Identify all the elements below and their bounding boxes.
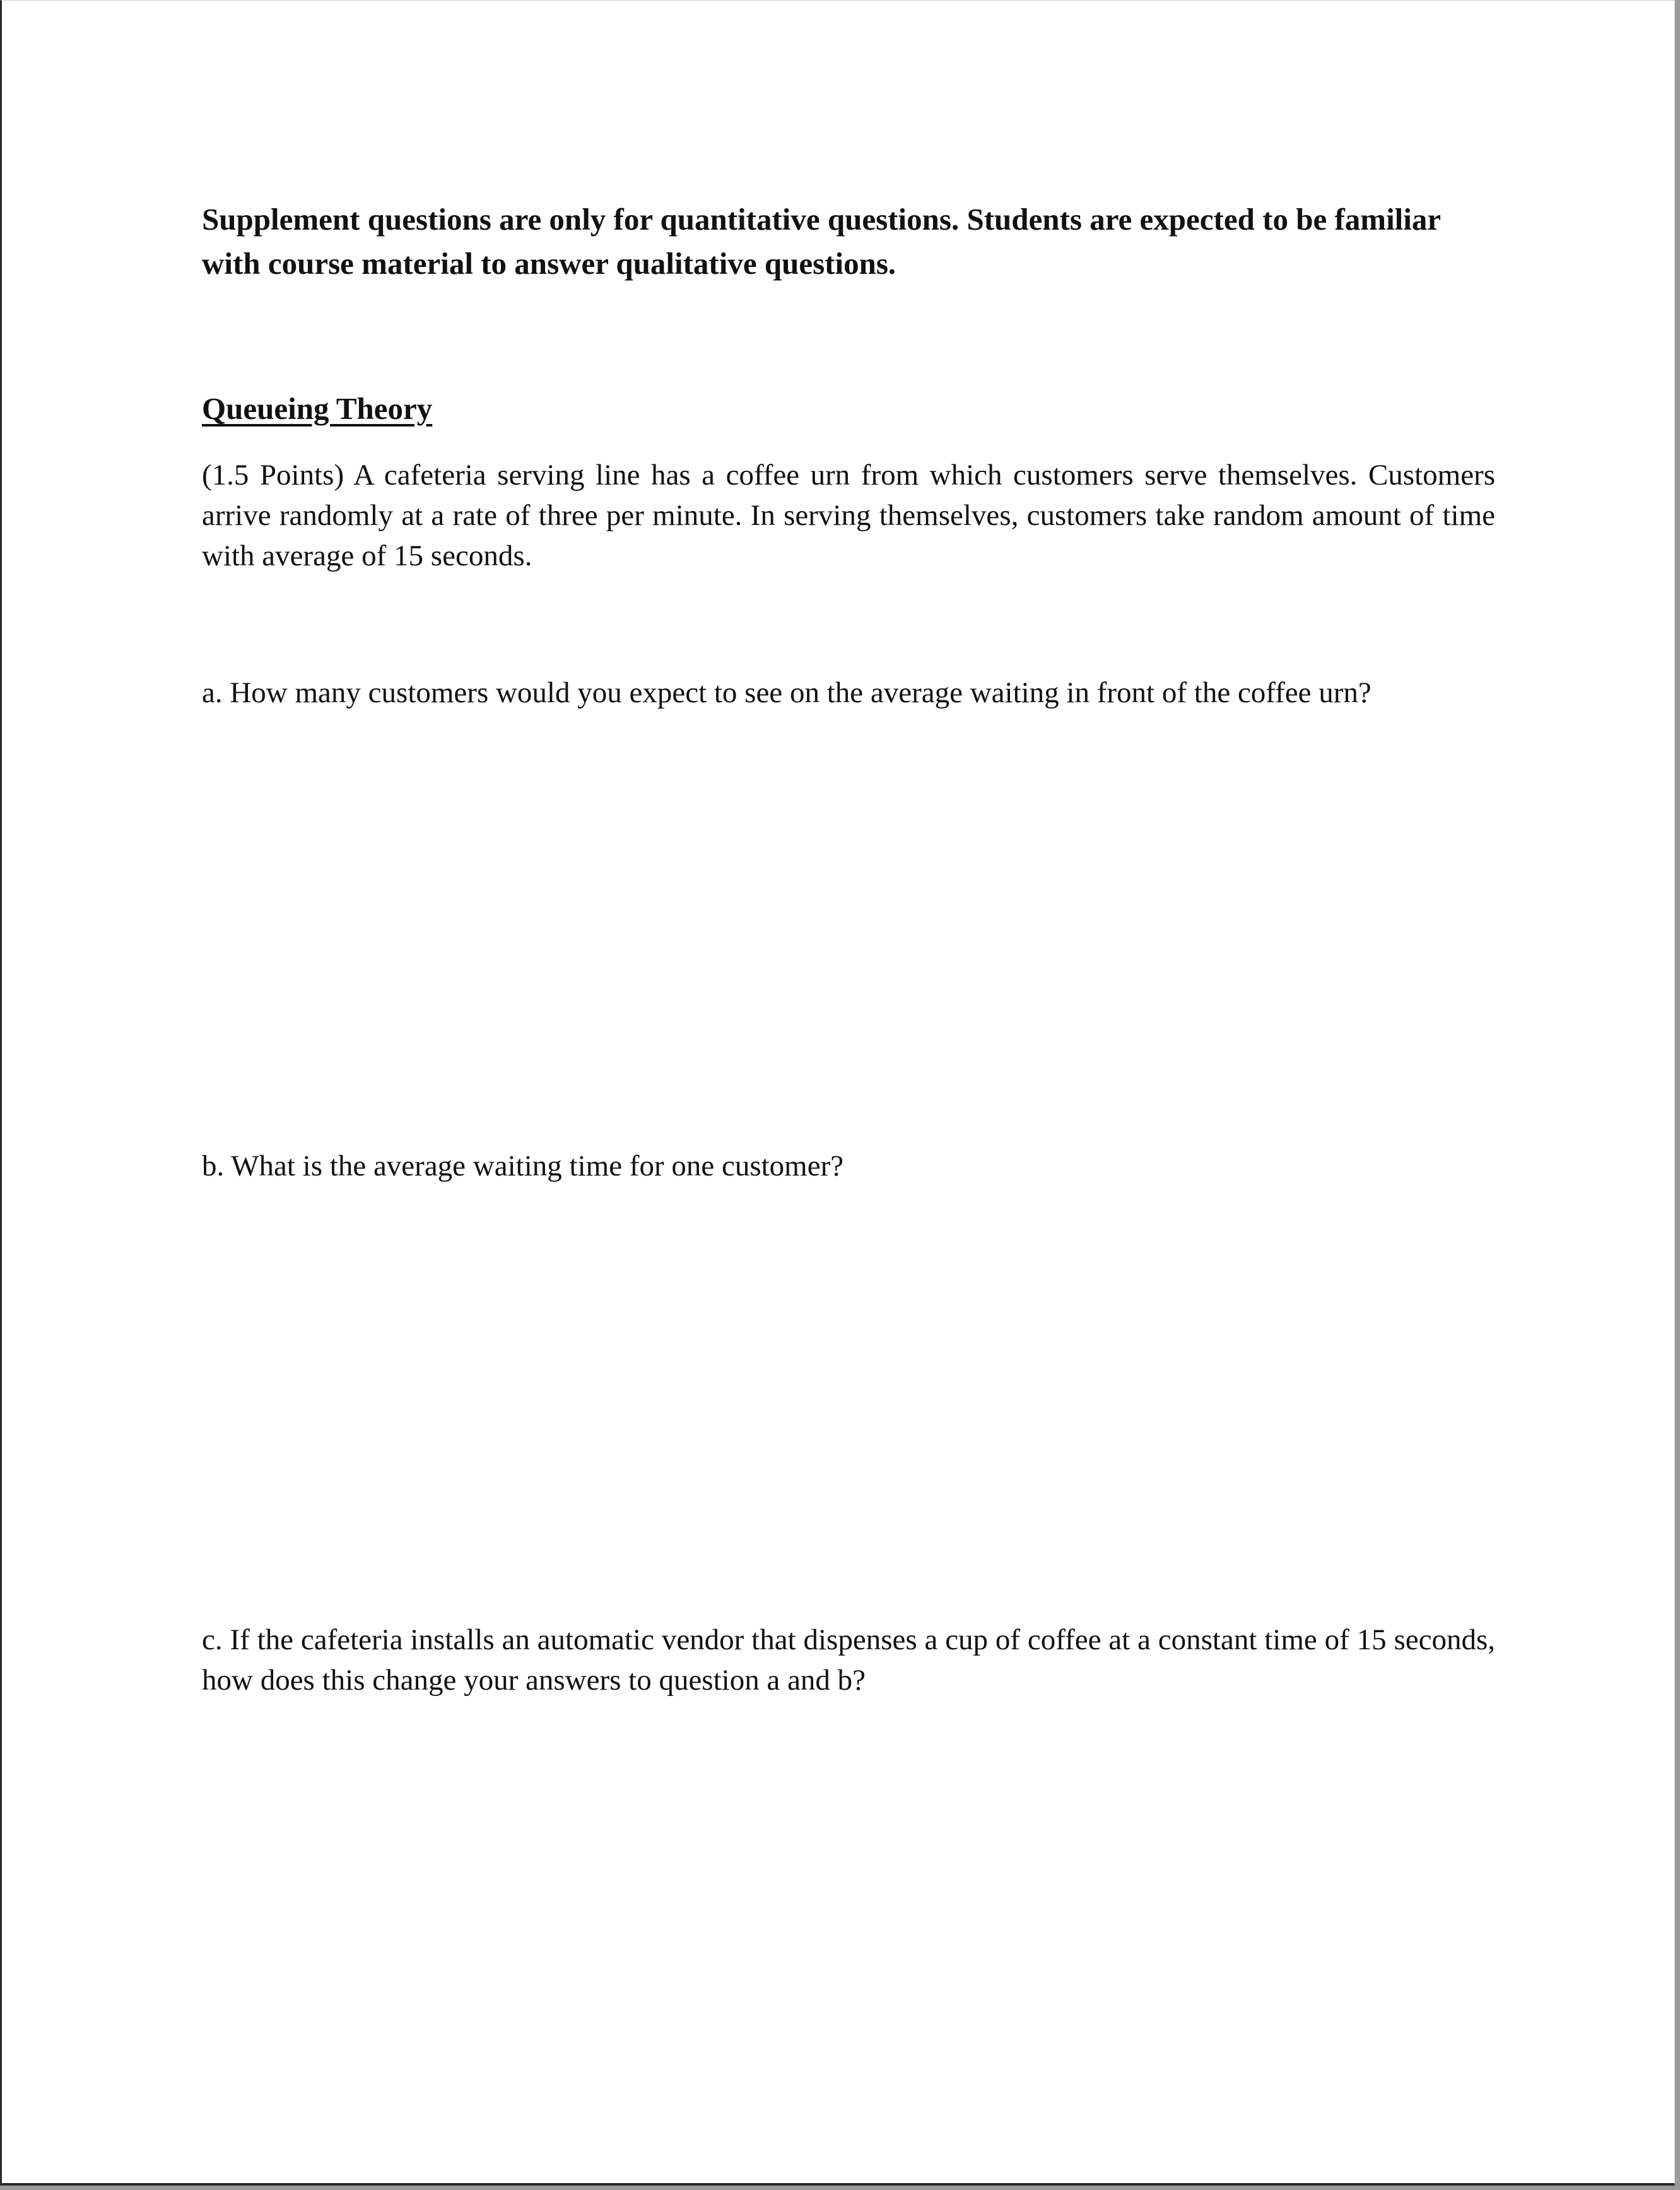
- answer-space-c: [202, 1717, 1495, 2146]
- section-title: Queueing Theory: [202, 391, 433, 426]
- question-a: a. How many customers would you expect to see on the average waiting in front of the coffee urn?: [202, 676, 1372, 709]
- intro-note: Supplement questions are only for quantitative questions. Students are expected to be familiar with course material to answer qualitative questions.: [202, 202, 1441, 281]
- question-c: c. If the cafeteria installs an automatic vendor that dispenses a cup of coffee at a constant time of 15 seconds, how does this change your answers to question a and b?: [202, 1623, 1495, 1697]
- answer-space-a: [202, 726, 1495, 1117]
- question-b: b. What is the average waiting time for one customer?: [202, 1150, 844, 1182]
- answer-space-b: [202, 1199, 1495, 1591]
- problem-statement: (1.5 Points) A cafeteria serving line has a coffee urn from which customers serve themselves. Customers arrive randomly at a rate of three per minute. In serving themselves, customers take random amount of time with average of 15 seconds.: [202, 459, 1495, 572]
